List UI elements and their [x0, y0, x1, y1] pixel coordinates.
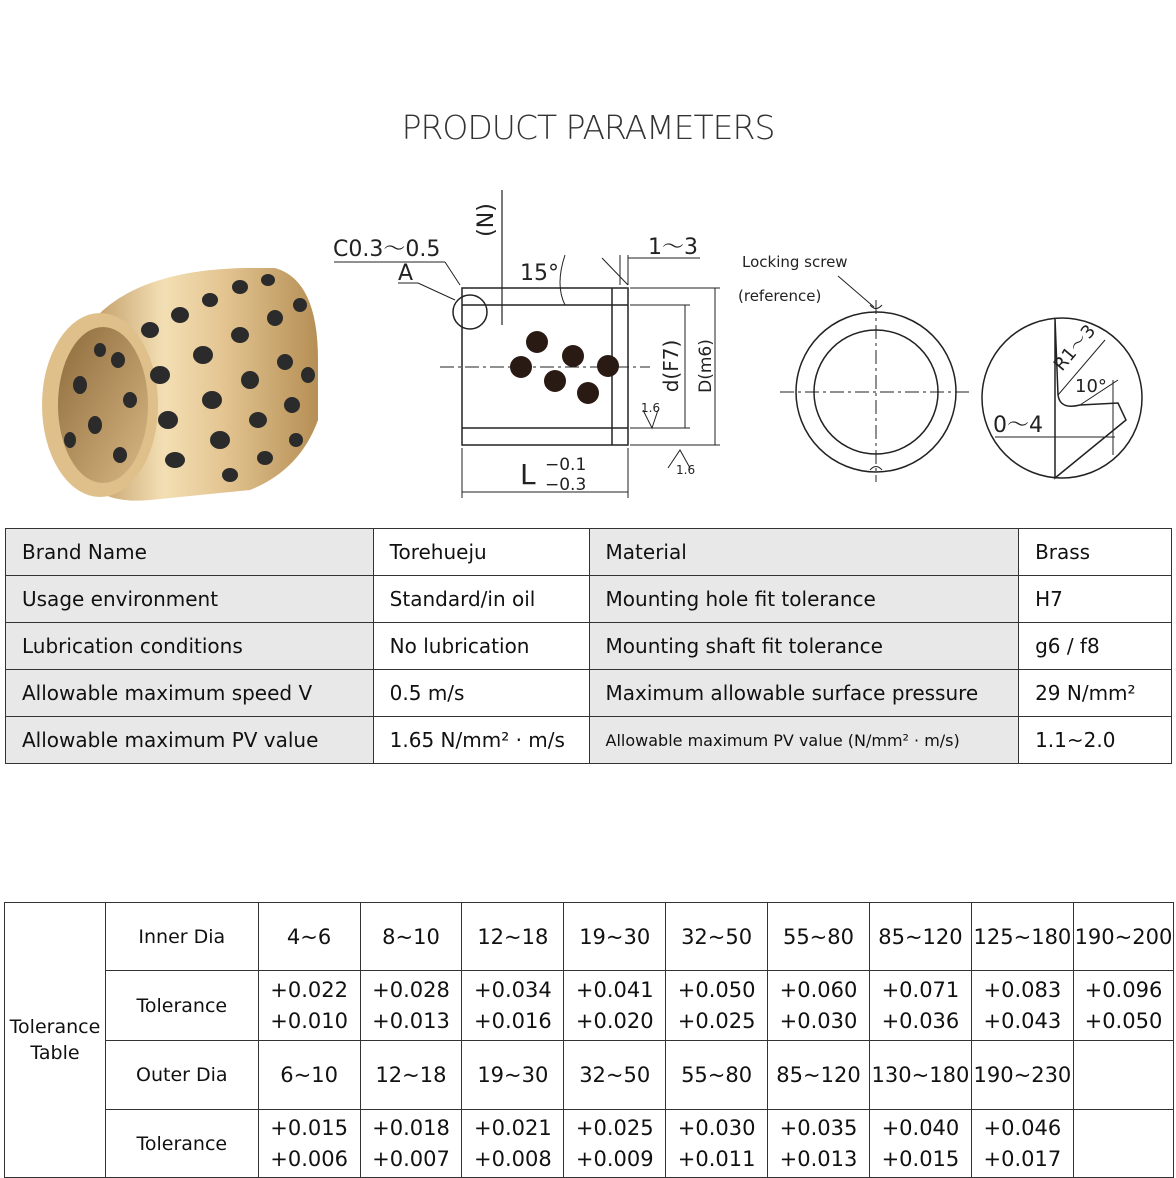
product-figure [0, 180, 1176, 510]
parameters-table [5, 528, 1172, 764]
tol-hi: +0.046 [983, 1115, 1062, 1140]
tol-lo: +0.011 [677, 1146, 756, 1171]
param-name: Lubrication conditions [6, 623, 374, 670]
inner-tolerance-cell [666, 971, 768, 1041]
inner-tolerance-cell [462, 971, 564, 1041]
inner-dia-cell: 190~200 [1073, 903, 1173, 971]
param-value: g6 / f8 [1019, 623, 1172, 670]
tol-lo: +0.025 [677, 1008, 756, 1033]
outer-tolerance-cell [768, 1110, 870, 1178]
tol-hi: +0.018 [372, 1115, 450, 1140]
tol-hi: +0.040 [881, 1115, 960, 1140]
param-value: Standard/in oil [373, 576, 589, 623]
table-row [6, 717, 1172, 764]
tol-hi: +0.035 [779, 1115, 858, 1140]
angle-10-label: 10° [1075, 376, 1107, 397]
inner-dia-cell: 19~30 [564, 903, 666, 971]
inner-dia-cell: 125~180 [971, 903, 1073, 971]
tol-lo: +0.006 [270, 1146, 348, 1171]
param-name: Brand Name [6, 529, 374, 576]
inner-dia-cell: 32~50 [666, 903, 768, 971]
table-row [6, 623, 1172, 670]
param-name: Allowable maximum speed V [6, 670, 374, 717]
param-value: 29 N/mm² [1019, 670, 1172, 717]
param-name: Mounting shaft fit tolerance [589, 623, 1019, 670]
tol-lo: +0.010 [270, 1008, 348, 1033]
inner-dia-label: Inner Dia [105, 903, 258, 971]
param-value: H7 [1019, 576, 1172, 623]
side-label-line-2: Table [30, 1042, 80, 1064]
point-a-label: A [398, 261, 414, 286]
param-value: Brass [1019, 529, 1172, 576]
inner-tolerance-cell [564, 971, 666, 1041]
inner-tolerance-cell [1073, 971, 1173, 1041]
n-label: (N) [474, 203, 499, 237]
l-label: L [520, 458, 536, 491]
d-label: d(F7) [659, 339, 683, 393]
outer-dia-label: Outer Dia [105, 1041, 258, 1110]
table-row [6, 529, 1172, 576]
outer-dia-cell: 85~120 [768, 1041, 870, 1110]
tol-lo: +0.050 [1084, 1008, 1163, 1033]
outer-tolerance-cell [666, 1110, 768, 1178]
tolerance-table-label [5, 903, 106, 1178]
inner-tolerance-cell [768, 971, 870, 1041]
outer-tolerance-cell [564, 1110, 666, 1178]
tol-hi: +0.083 [983, 977, 1062, 1002]
tol-lo: +0.043 [983, 1008, 1062, 1033]
tol-lo: +0.017 [983, 1146, 1062, 1171]
tol-lo: +0.013 [372, 1008, 450, 1033]
inner-tolerance-cell [869, 971, 971, 1041]
param-value: Torehueju [373, 529, 589, 576]
chamfer-label: C0.3～0.5 [333, 237, 441, 262]
param-name: Maximum allowable surface pressure [589, 670, 1019, 717]
tol-hi: +0.028 [372, 977, 450, 1002]
angle-label: 15° [520, 261, 559, 286]
tol-hi: +0.060 [779, 977, 858, 1002]
outer-tolerance-cell [258, 1110, 360, 1178]
table-row [6, 576, 1172, 623]
tol-hi: +0.025 [575, 1115, 654, 1140]
tol-hi: +0.030 [677, 1115, 756, 1140]
l-tol-top: −0.1 [545, 455, 587, 475]
outer-dia-cell: 130~180 [869, 1041, 971, 1110]
tol-hi: +0.034 [473, 977, 552, 1002]
tol-hi: +0.022 [270, 977, 348, 1002]
outer-dia-cell: 190~230 [971, 1041, 1073, 1110]
inner-tolerance-cell [360, 971, 462, 1041]
end-view-drawing [780, 276, 972, 482]
param-name: Allowable maximum PV value (N/mm² · m/s) [589, 717, 1019, 764]
depth-label: 0～4 [993, 413, 1043, 438]
tol-hi: +0.050 [677, 977, 756, 1002]
param-name: Mounting hole fit tolerance [589, 576, 1019, 623]
tol-hi: +0.021 [473, 1115, 552, 1140]
param-name: Material [589, 529, 1019, 576]
outer-dia-cell: 12~18 [360, 1041, 462, 1110]
table-row [6, 670, 1172, 717]
inner-dia-cell: 8~10 [360, 903, 462, 971]
inner-dia-cell: 4~6 [258, 903, 360, 971]
tol-lo: +0.020 [575, 1008, 654, 1033]
outer-dia-cell [1073, 1041, 1173, 1110]
roughness-label-1: 1.6 [641, 401, 661, 415]
inner-tolerance-cell [971, 971, 1073, 1041]
inner-dia-cell: 85~120 [869, 903, 971, 971]
tol-lo: +0.036 [881, 1008, 960, 1033]
bushing-image [42, 268, 318, 501]
param-name: Allowable maximum PV value [6, 717, 374, 764]
tol-lo: +0.009 [575, 1146, 654, 1171]
outer-tolerance-cell [1073, 1110, 1173, 1178]
locking-screw-label: Locking screw [742, 253, 848, 271]
tol-lo: +0.016 [473, 1008, 552, 1033]
tol-lo: +0.007 [372, 1146, 450, 1171]
table-row [5, 903, 1174, 971]
inner-tolerance-cell [258, 971, 360, 1041]
param-value: No lubrication [373, 623, 589, 670]
tol-lo: +0.015 [881, 1146, 960, 1171]
param-value: 1.1~2.0 [1019, 717, 1172, 764]
table-row [5, 1041, 1174, 1110]
tolerance-table [4, 902, 1174, 1178]
detail-view-drawing [982, 318, 1142, 478]
table-row [5, 971, 1174, 1041]
tol-lo: +0.008 [473, 1146, 552, 1171]
tol-hi: +0.015 [270, 1115, 348, 1140]
l-tol-bottom: −0.3 [545, 475, 587, 495]
side-label-line-1: Tolerance [9, 1016, 101, 1038]
param-name: Usage environment [6, 576, 374, 623]
outer-tolerance-cell [360, 1110, 462, 1178]
reference-label: (reference) [738, 287, 822, 305]
outer-tolerance-cell [462, 1110, 564, 1178]
tol-lo: +0.013 [779, 1146, 858, 1171]
outer-dia-cell: 55~80 [666, 1041, 768, 1110]
outer-dia-cell: 19~30 [462, 1041, 564, 1110]
page-title: PRODUCT PARAMETERS [401, 108, 775, 147]
outer-dia-cell: 32~50 [564, 1041, 666, 1110]
groove-label: 1～3 [648, 235, 698, 260]
inner-dia-cell: 55~80 [768, 903, 870, 971]
param-value: 0.5 m/s [373, 670, 589, 717]
D-label: D(m6) [696, 339, 716, 393]
outer-tolerance-cell [869, 1110, 971, 1178]
outer-tolerance-label: Tolerance [105, 1110, 258, 1178]
outer-dia-cell: 6~10 [258, 1041, 360, 1110]
tol-hi: +0.041 [575, 977, 654, 1002]
table-row [5, 1110, 1174, 1178]
outer-tolerance-cell [971, 1110, 1073, 1178]
tol-lo: +0.030 [779, 1008, 858, 1033]
tol-hi: +0.071 [881, 977, 960, 1002]
radius-label: R1～3 [1049, 320, 1101, 376]
roughness-label-2: 1.6 [676, 463, 696, 477]
param-value: 1.65 N/mm² · m/s [373, 717, 589, 764]
inner-dia-cell: 12~18 [462, 903, 564, 971]
section-oil-dots [510, 331, 619, 404]
inner-tolerance-label: Tolerance [105, 971, 258, 1041]
tol-hi: +0.096 [1084, 977, 1163, 1002]
